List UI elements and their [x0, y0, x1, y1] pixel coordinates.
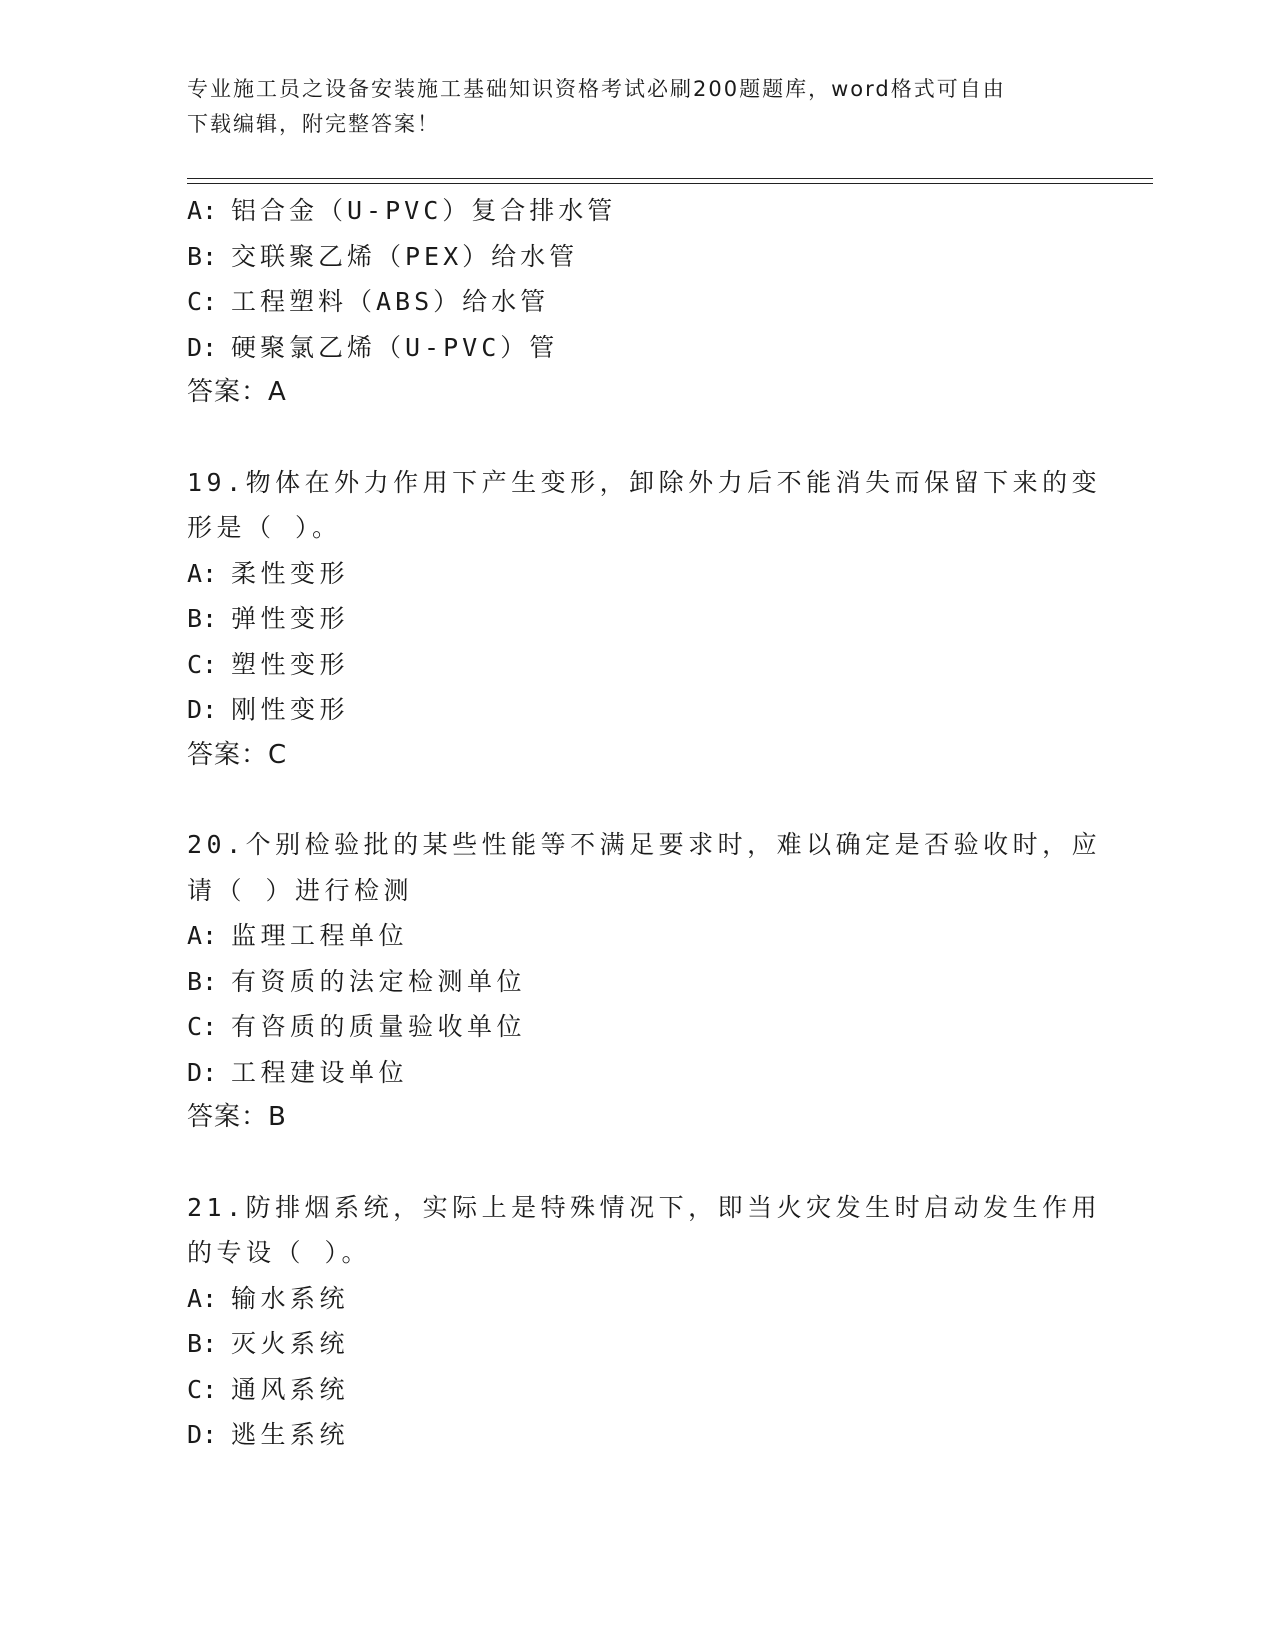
option-text: 塑性变形: [231, 649, 350, 679]
option-a: [187, 188, 1087, 234]
spacer: [187, 1141, 1087, 1185]
question-stem-line-2: 形是（ ）。: [187, 513, 342, 542]
option-d: [187, 1050, 1087, 1096]
option-key: C:: [187, 1012, 218, 1041]
option-b: [187, 959, 1087, 1005]
option-a: [187, 913, 1087, 959]
option-text: 有咨质的质量验收单位: [231, 1012, 527, 1041]
option-text: 灭火系统: [231, 1329, 350, 1358]
option-key: D:: [187, 1420, 218, 1449]
option-d: [187, 1412, 1087, 1458]
option-key: D:: [187, 1057, 218, 1087]
option-key: C:: [187, 287, 218, 316]
option-key: A:: [187, 558, 218, 588]
option-c: [187, 642, 1087, 688]
question-21: [187, 1185, 1102, 1458]
question-stem-line-2: 请（ ）进行检测: [187, 875, 414, 905]
answer-line: 答案：C: [187, 739, 288, 770]
option-text: 输水系统: [231, 1283, 350, 1313]
header-divider-top: [187, 178, 1153, 179]
option-c: [187, 1367, 1087, 1413]
option-key: B:: [187, 1329, 218, 1358]
option-text: 有资质的法定检测单位: [231, 966, 527, 996]
question-stem-line-1: 20.个别检验批的某些性能等不满足要求时，难以确定是否验收时，应: [187, 830, 1102, 859]
question-stem-line-1: 19.物体在外力作用下产生变形，卸除外力后不能消失而保留下来的变: [187, 467, 1102, 497]
option-c: [187, 279, 1087, 325]
option-b: [187, 1321, 1087, 1367]
option-key: C:: [187, 1374, 218, 1404]
option-key: A:: [187, 1283, 218, 1313]
option-key: A:: [187, 196, 218, 225]
document-header: [187, 72, 1067, 142]
option-b: [187, 596, 1087, 642]
option-text: 逃生系统: [231, 1420, 350, 1449]
option-key: B:: [187, 604, 218, 633]
option-text: 刚性变形: [231, 695, 350, 724]
spacer: [187, 416, 1087, 460]
option-b: [187, 234, 1087, 280]
option-a: [187, 551, 1087, 597]
option-text: 柔性变形: [231, 558, 350, 588]
option-key: D:: [187, 695, 218, 724]
question-stem-line-1: 21.防排烟系统，实际上是特殊情况下，即当火灾发生时启动发生作用: [187, 1192, 1102, 1222]
question-19: [187, 460, 1102, 779]
question-18-continued: [187, 188, 1087, 416]
option-text: 铝合金（U-PVC）复合排水管: [231, 196, 617, 225]
option-d: [187, 325, 1087, 371]
option-key: B:: [187, 241, 218, 271]
answer-line: 答案：B: [187, 1102, 287, 1132]
option-key: C:: [187, 649, 218, 679]
option-key: A:: [187, 921, 218, 950]
option-text: 监理工程单位: [231, 921, 409, 950]
option-a: [187, 1276, 1087, 1322]
question-list: [187, 188, 1102, 1458]
question-20: [187, 822, 1102, 1141]
option-c: [187, 1004, 1087, 1050]
header-divider-bottom: [187, 183, 1153, 184]
question-stem-line-2: 的专设（ ）。: [187, 1238, 372, 1267]
answer-line: 答案：A: [187, 377, 287, 407]
header-line-2: 下载编辑，附完整答案！: [187, 112, 440, 136]
option-key: B:: [187, 966, 218, 996]
option-d: [187, 687, 1087, 733]
option-text: 弹性变形: [231, 604, 350, 633]
option-text: 硬聚氯乙烯（U-PVC）管: [231, 332, 559, 362]
spacer: [187, 778, 1087, 822]
option-text: 通风系统: [231, 1374, 350, 1404]
option-text: 工程塑料（ABS）给水管: [231, 287, 550, 316]
header-line-1: 专业施工员之设备安装施工基础知识资格考试必刷200题题库，word格式可自由: [187, 77, 1006, 101]
option-text: 交联聚乙烯（PEX）给水管: [231, 241, 579, 271]
option-text: 工程建设单位: [231, 1057, 409, 1087]
option-key: D:: [187, 332, 218, 362]
